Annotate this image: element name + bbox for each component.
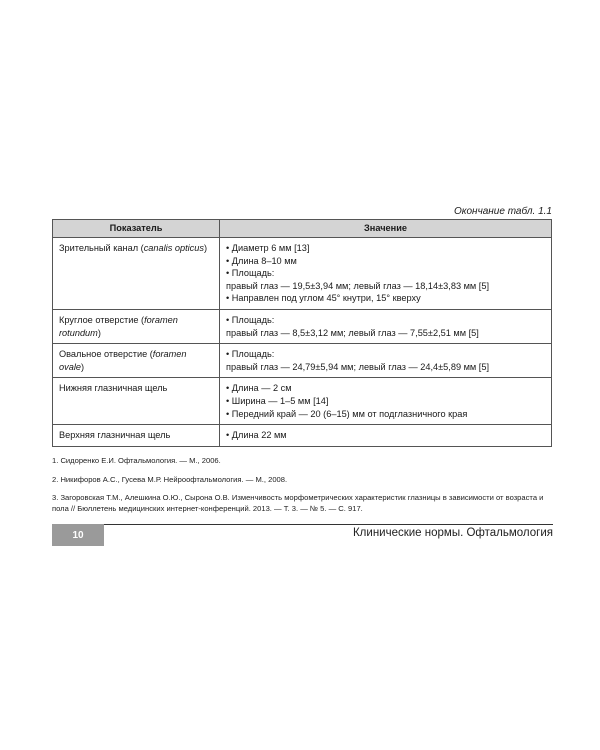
indicator-cell — [53, 378, 220, 425]
indicator-cell — [53, 344, 220, 378]
indicator-name-suffix: ) — [80, 361, 85, 372]
indicator-name: Верхняя глазничная щель — [59, 430, 171, 441]
data-table — [52, 219, 552, 447]
value-line: • Площадь: — [226, 268, 275, 279]
reference-item: 3. Загоровская Т.М., Алешкина О.Ю., Сырона О.В. Изменчивость морфометрических характеристик глазницы в зависимости от возраста и пола // Бюллетень медицинских интернет-конференций. 2013. — Т. 3. — № 5. — С. 917. — [52, 493, 544, 513]
value-line: • Ширина — 1–5 мм [14] — [226, 395, 329, 406]
table-row — [53, 309, 552, 343]
table-header-row — [53, 220, 552, 238]
value-line: • Направлен под углом 45° кнутри, 15° кверху — [226, 293, 421, 304]
table-row — [53, 344, 552, 378]
indicator-cell — [53, 238, 220, 310]
indicator-latin-name: foramen ovale — [59, 349, 187, 372]
value-line: • Площадь: — [226, 349, 275, 360]
reference-item: 2. Никифоров А.С., Гусева М.Р. Нейроофтальмология. — М., 2008. — [52, 474, 288, 484]
reference-item: 1. Сидоренко Е.И. Офтальмология. — М., 2006. — [52, 456, 221, 465]
page-footer — [52, 524, 553, 546]
indicator-name: Овальное отверстие ( — [59, 349, 153, 360]
table-row — [53, 238, 552, 310]
table-caption: Окончание табл. 1.1 — [454, 206, 552, 217]
footer-rule — [52, 524, 553, 525]
references — [52, 456, 552, 522]
value-cell — [220, 344, 552, 378]
column-header-indicator: Показатель — [53, 220, 220, 238]
table-body — [53, 238, 552, 447]
value-line: правый глаз — 19,5±3,94 мм; левый глаз — 18,14±3,83 мм [5] — [226, 280, 490, 291]
indicator-name: Зрительный канал ( — [59, 243, 144, 253]
value-cell — [220, 238, 552, 310]
value-line: • Передний край — 20 (6–15) мм от подглазничного края — [226, 408, 468, 419]
value-line: • Длина — 2 см — [226, 383, 292, 394]
table-row — [53, 425, 552, 447]
column-header-value: Значение — [220, 220, 552, 238]
table-row — [53, 378, 552, 425]
indicator-name: Круглое отверстие ( — [59, 314, 145, 325]
indicator-cell — [53, 309, 220, 343]
indicator-name-suffix: ) — [97, 327, 101, 338]
value-line: • Длина 8–10 мм — [226, 255, 297, 266]
indicator-name-suffix: ) — [203, 243, 208, 253]
indicator-cell — [53, 425, 220, 447]
indicator-latin-name: foramen rotundum — [59, 314, 178, 338]
value-line: • Площадь: — [226, 314, 275, 325]
value-cell — [220, 309, 552, 343]
value-line: правый глаз — 24,79±5,94 мм; левый глаз — 24,4±5,89 мм [5] — [226, 361, 490, 372]
value-cell — [220, 378, 552, 425]
indicator-latin-name: canalis opticus — [143, 243, 204, 253]
value-line: правый глаз — 8,5±3,12 мм; левый глаз — 7,55±2,51 мм [5] — [226, 327, 479, 338]
value-line: • Диаметр 6 мм [13] — [226, 243, 310, 253]
value-line: • Длина 22 мм — [226, 430, 287, 441]
page-number: 10 — [52, 524, 104, 546]
running-head: Клинические нормы. Офтальмология — [352, 527, 553, 539]
indicator-name: Нижняя глазничная щель — [59, 383, 168, 394]
value-cell — [220, 425, 552, 447]
